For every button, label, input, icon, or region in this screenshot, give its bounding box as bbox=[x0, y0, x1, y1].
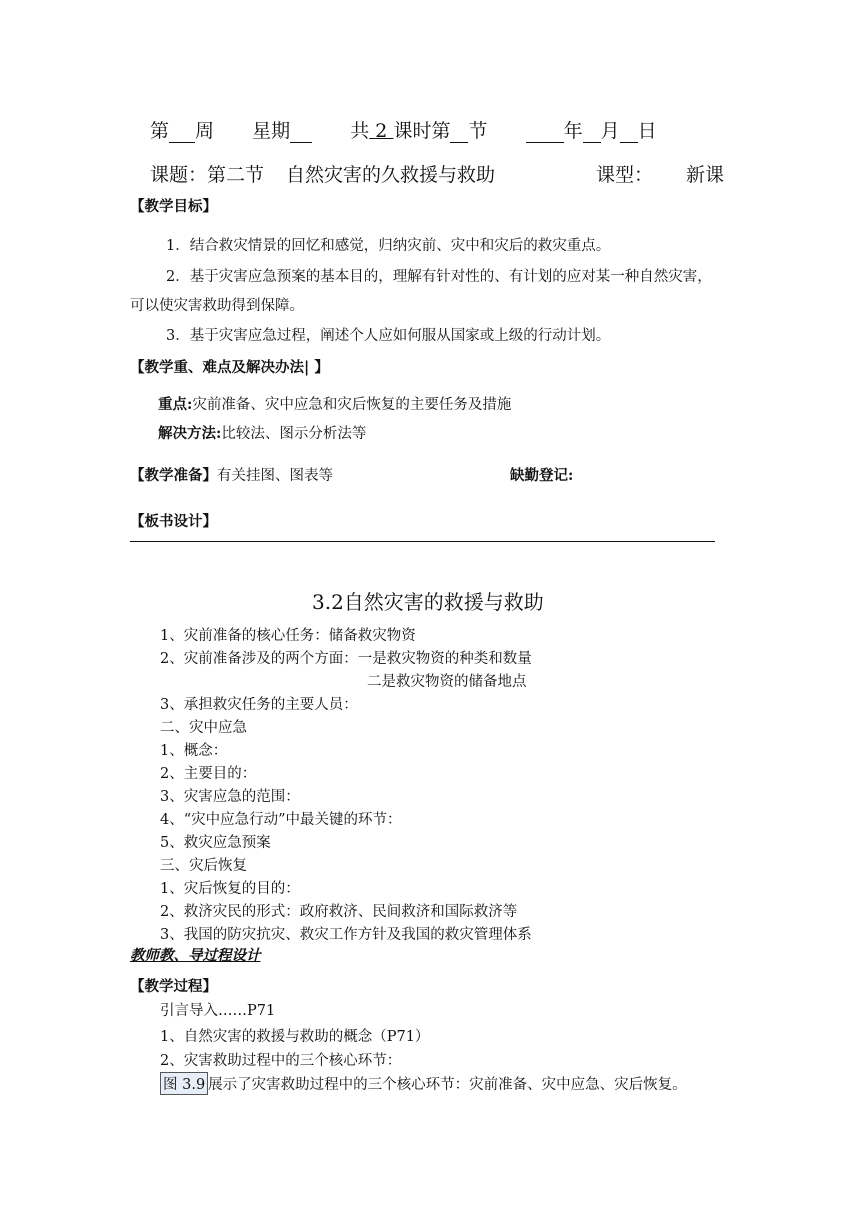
objective-item-2-line-1: 2．基于灾害应急预案的基本目的，理解有针对性的、有计划的应对某一种自然灾害， bbox=[166, 269, 712, 285]
board-line-14: 3、我国的防灾抗灾、救灾工作方针及我国的救灾管理体系 bbox=[160, 927, 532, 943]
method-label: 解决方法: bbox=[158, 425, 222, 442]
figure-description: 展示了灾害救助过程中的三个核心环节：灾前准备、灾中应急、灾后恢复。 bbox=[208, 1077, 687, 1093]
preparation-line bbox=[130, 464, 333, 485]
absence-label: 缺勤登记: bbox=[510, 467, 574, 484]
process-design-heading: 教师教、导过程设计 bbox=[130, 947, 261, 964]
header-line bbox=[150, 116, 657, 143]
objectives-heading: 【教学目标】 bbox=[130, 198, 217, 215]
total-value: 2 bbox=[375, 120, 388, 142]
board-line-2: 2、灾前准备涉及的两个方面：一是救灾物资的种类和数量 bbox=[160, 651, 532, 667]
process-figure-line bbox=[160, 1072, 687, 1095]
lesson-type bbox=[596, 160, 653, 187]
month-blank bbox=[583, 124, 601, 143]
board-line-7: 2、主要目的： bbox=[160, 766, 257, 782]
keypoints-heading: 【教学重、难点及解决办法| 】 bbox=[130, 359, 329, 376]
board-line-9: 4、“灾中应急行动”中最关键的环节： bbox=[160, 812, 402, 828]
week-prefix: 第 bbox=[150, 120, 170, 142]
topic-title: 自然灾害的久救援与救助 bbox=[286, 164, 496, 186]
section-blank bbox=[450, 124, 468, 143]
preparation-text: 有关挂图、图表等 bbox=[217, 468, 333, 484]
objective-item-2-line-2: 可以使灾害救助得到保障。 bbox=[130, 298, 304, 314]
week-blank bbox=[169, 124, 195, 143]
board-line-4: 3、承担救灾任务的主要人员： bbox=[160, 697, 358, 713]
objective-item-3: 3．基于灾害应急过程，阐述个人应如何服从国家或上级的行动计划。 bbox=[166, 328, 611, 344]
board-line-11: 三、灾后恢复 bbox=[160, 858, 247, 874]
lesson-type-value: 新课 bbox=[686, 164, 725, 186]
focus-label: 重点: bbox=[158, 396, 193, 413]
method-line bbox=[158, 422, 366, 443]
weekday-label: 星期 bbox=[252, 120, 291, 142]
lesson-topic bbox=[150, 160, 495, 187]
focus-text: 灾前准备、灾中应急和灾后恢复的主要任务及措施 bbox=[192, 397, 512, 413]
divider-line bbox=[130, 541, 715, 542]
board-line-10: 5、救灾应急预案 bbox=[160, 835, 271, 851]
year-suffix: 年 bbox=[563, 120, 583, 142]
section-suffix: 节 bbox=[468, 120, 488, 142]
process-intro: 引言导入……P71 bbox=[160, 1003, 276, 1019]
total-suffix: 课时第 bbox=[393, 120, 451, 142]
type-label: 课型： bbox=[596, 164, 654, 186]
year-blank bbox=[526, 124, 564, 143]
process-item-2: 2、灾害救助过程中的三个核心环节： bbox=[160, 1053, 402, 1069]
board-line-5: 二、灾中应急 bbox=[160, 720, 247, 736]
topic-label: 课题：第二节 bbox=[150, 164, 265, 186]
day-blank bbox=[620, 124, 638, 143]
weekday-blank bbox=[290, 124, 312, 143]
figure-reference-link[interactable]: 图 3.9 bbox=[160, 1072, 208, 1095]
board-title: 3.2自然灾害的救援与救助 bbox=[312, 590, 544, 614]
board-line-8: 3、灾害应急的范围： bbox=[160, 789, 300, 805]
process-heading: 【教学过程】 bbox=[130, 978, 217, 995]
board-line-1: 1、灾前准备的核心任务：储备救灾物资 bbox=[160, 628, 416, 644]
day-suffix: 日 bbox=[637, 120, 657, 142]
process-item-1: 1、自然灾害的救援与救助的概念（P71） bbox=[160, 1029, 430, 1045]
objective-item-1: 1．结合救灾情景的回忆和感觉，归纳灾前、灾中和灾后的救灾重点。 bbox=[166, 238, 611, 254]
focus-line bbox=[158, 393, 511, 414]
board-line-6: 1、概念： bbox=[160, 743, 228, 759]
total-prefix: 共 bbox=[350, 120, 370, 142]
preparation-heading: 【教学准备】 bbox=[130, 467, 217, 484]
board-line-13: 2、救济灾民的形式：政府救济、民间救济和国际救济等 bbox=[160, 904, 518, 920]
method-text: 比较法、图示分析法等 bbox=[221, 426, 367, 442]
month-suffix: 月 bbox=[600, 120, 620, 142]
board-line-3: 二是救灾物资的储备地点 bbox=[367, 674, 527, 690]
board-heading: 【板书设计】 bbox=[130, 513, 217, 530]
board-line-12: 1、灾后恢复的目的： bbox=[160, 881, 300, 897]
week-suffix: 周 bbox=[195, 120, 215, 142]
